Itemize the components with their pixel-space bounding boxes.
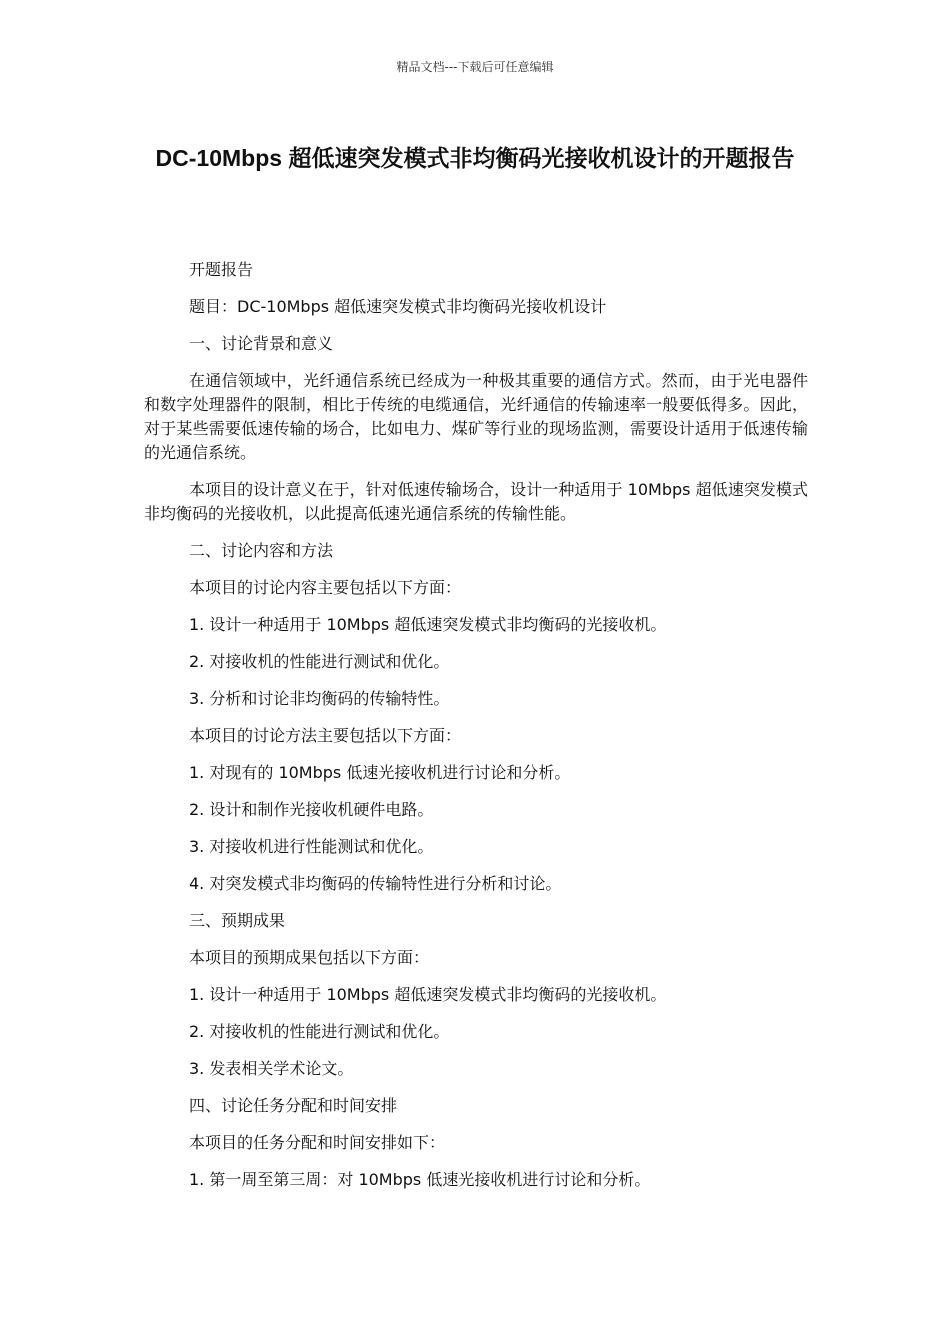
paragraph-schedule-intro: 本项目的任务分配和时间安排如下： xyxy=(189,1133,446,1152)
document-body xyxy=(144,258,808,1205)
list-item: 1. 对现有的 10Mbps 低速光接收机进行讨论和分析。 xyxy=(189,763,571,782)
document-title: DC-10Mbps 超低速突发模式非均衡码光接收机设计的开题报告 xyxy=(155,145,795,171)
paragraph-results-intro: 本项目的预期成果包括以下方面： xyxy=(189,948,430,967)
list-item: 4. 对突发模式非均衡码的传输特性进行分析和讨论。 xyxy=(189,874,562,893)
list-item: 1. 第一周至第三周：对 10Mbps 低速光接收机进行讨论和分析。 xyxy=(189,1170,651,1189)
list-item: 2. 对接收机的性能进行测试和优化。 xyxy=(189,652,450,671)
paragraph-method-intro: 本项目的讨论方法主要包括以下方面： xyxy=(189,726,462,745)
list-item: 2. 对接收机的性能进行测试和优化。 xyxy=(189,1022,450,1041)
list-item: 3. 分析和讨论非均衡码的传输特性。 xyxy=(189,689,450,708)
section-heading-expected-results: 三、预期成果 xyxy=(189,911,286,930)
list-item: 3. 对接收机进行性能测试和优化。 xyxy=(189,837,434,856)
paragraph-topic: 题目：DC-10Mbps 超低速突发模式非均衡码光接收机设计 xyxy=(189,297,607,316)
section-heading-schedule: 四、讨论任务分配和时间安排 xyxy=(189,1096,398,1115)
paragraph-content-intro: 本项目的讨论内容主要包括以下方面： xyxy=(189,578,462,597)
list-item: 1. 设计一种适用于 10Mbps 超低速突发模式非均衡码的光接收机。 xyxy=(189,985,667,1004)
paragraph-background: 在通信领域中，光纤通信系统已经成为一种极其重要的通信方式。然而，由于光电器件和数字处理器件的限制，相比于传统的电缆通信，光纤通信的传输速率一般要低得多。因此，对于某些需要低速传输的场合，比如电力、煤矿等行业的现场监测，需要设计适用于低速传输的光通信系统。 xyxy=(144,371,808,462)
list-item: 1. 设计一种适用于 10Mbps 超低速突发模式非均衡码的光接收机。 xyxy=(189,615,667,634)
section-heading-content-method: 二、讨论内容和方法 xyxy=(189,541,334,560)
page-header-note: 精品文档---下载后可任意编辑 xyxy=(396,60,554,74)
section-heading-background: 一、讨论背景和意义 xyxy=(189,334,334,353)
list-item: 3. 发表相关学术论文。 xyxy=(189,1059,354,1078)
paragraph-significance: 本项目的设计意义在于，针对低速传输场合，设计一种适用于 10Mbps 超低速突发模式非均衡码的光接收机，以此提高低速光通信系统的传输性能。 xyxy=(144,480,808,523)
paragraph-label: 开题报告 xyxy=(189,260,254,279)
list-item: 2. 设计和制作光接收机硬件电路。 xyxy=(189,800,434,819)
